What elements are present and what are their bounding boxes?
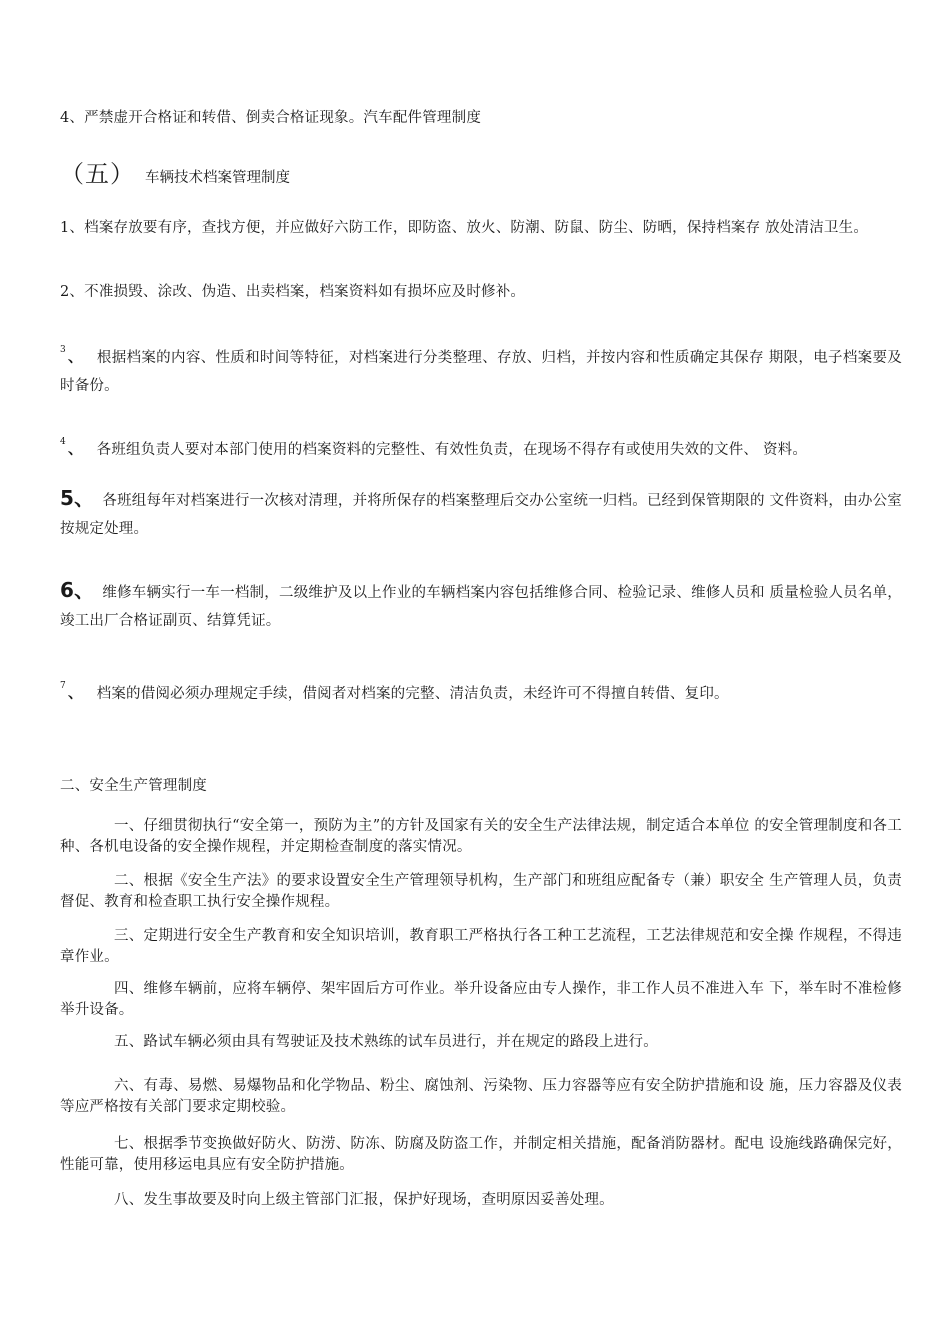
paragraph-text: 二、根据《安全生产法》的要求设置安全生产管理领导机构，生产部门和班组应配备专（兼）职安全 生产管理人员，负责督促、教育和检查职工执行安全操作规程。: [60, 873, 902, 910]
paragraph-archive-7: [60, 672, 902, 708]
paragraph-text: 维修车辆实行一车一档制，二级维护及以上作业的车辆档案内容包括维修合同、检验记录、维修人员和 质量检验人员名单，竣工出厂合格证副页、结算凭证。: [60, 585, 902, 629]
paragraph-archive-4: [60, 428, 902, 464]
paragraph-safety-4: [60, 979, 902, 1021]
paragraph-text: 1、档案存放要有序，查找方便，并应做好六防工作，即防盗、放火、防潮、防鼠、防尘、防晒，保持档案存 放处清洁卫生。: [60, 220, 869, 236]
paragraph-text: 各班组每年对档案进行一次核对清理，并将所保存的档案整理后交办公室统一归档。已经到保管期限的 文件资料，由办公室按规定处理。: [60, 493, 902, 537]
paragraph-text: 五、路试车辆必须由具有驾驶证及技术熟练的试车员进行，并在规定的路段上进行。: [114, 1034, 658, 1050]
paragraph-text: 各班组负责人要对本部门使用的档案资料的完整性、有效性负责，在现场不得存有或使用失效的文件、 资料。: [96, 442, 808, 458]
paragraph-safety-3: [60, 926, 902, 968]
paragraph-text: 八、发生事故要及时向上级主管部门汇报，保护好现场，查明原因妥善处理。: [114, 1192, 614, 1208]
item-separator: 、: [67, 685, 83, 702]
paragraph-archive-2: [60, 278, 902, 306]
section-number: （五）: [60, 160, 135, 188]
paragraph-text: 根据档案的内容、性质和时间等特征，对档案进行分类整理、存放、归档，并按内容和性质确定其保存 期限，电子档案要及时备份。: [60, 350, 903, 394]
paragraph-text: 四、维修车辆前，应将车辆停、架牢固后方可作业。举升设备应由专人操作，非工作人员不准进入车 下，举车时不准检修举升设备。: [60, 981, 902, 1018]
paragraph-text: 三、定期进行安全生产教育和安全知识培训，教育职工严格执行各工种工艺流程，工艺法律规范和安全操 作规程，不得违章作业。: [60, 928, 902, 965]
paragraph-archive-5: [60, 484, 902, 543]
paragraph-safety-2: [60, 871, 902, 913]
paragraph-safety-6: [60, 1076, 902, 1118]
paragraph-text: 六、有毒、易燃、易爆物品和化学物品、粉尘、腐蚀剂、污染物、压力容器等应有安全防护措施和设 施，压力容器及仪表等应严格按有关部门要求定期校验。: [60, 1078, 902, 1115]
item-number: 3: [60, 345, 66, 355]
item-number: 7: [60, 681, 66, 691]
paragraph-archive-3: [60, 336, 902, 400]
paragraph-item-4-parts: [60, 104, 902, 132]
section-heading-safety: [60, 772, 902, 800]
section-title: 二、安全生产管理制度: [60, 778, 207, 794]
paragraph-text: 七、根据季节变换做好防火、防涝、防冻、防腐及防盗工作，并制定相关措施，配备消防器材。配电 设施线路确保完好，性能可靠，使用移运电具应有安全防护措施。: [60, 1136, 902, 1173]
item-number: 4: [60, 437, 66, 447]
paragraph-text: 2、不准损毁、涂改、伪造、出卖档案，档案资料如有损坏应及时修补。: [60, 284, 526, 300]
paragraph-text: 4、严禁虚开合格证和转借、倒卖合格证现象。汽车配件管理制度: [60, 110, 482, 126]
paragraph-safety-7: [60, 1134, 902, 1176]
paragraph-archive-6: [60, 576, 902, 635]
item-separator: 、: [67, 349, 83, 366]
paragraph-safety-5: [60, 1032, 902, 1053]
item-number: 5、: [60, 486, 95, 510]
item-number: 6、: [60, 578, 95, 602]
section-title: 车辆技术档案管理制度: [145, 170, 290, 186]
paragraph-archive-1: [60, 214, 902, 242]
paragraph-safety-8: [60, 1190, 902, 1211]
section-heading-archives: [60, 154, 290, 189]
paragraph-text: 一、仔细贯彻执行“安全第一，预防为主”的方针及国家有关的安全生产法律法规，制定适合本单位 的安全管理制度和各工种、各机电设备的安全操作规程，并定期检查制度的落实情况。: [60, 818, 902, 855]
item-separator: 、: [67, 441, 83, 458]
paragraph-safety-1: [60, 816, 902, 858]
paragraph-text: 档案的借阅必须办理规定手续，借阅者对档案的完整、清洁负责，未经许可不得擅自转借、复印。: [96, 686, 729, 702]
